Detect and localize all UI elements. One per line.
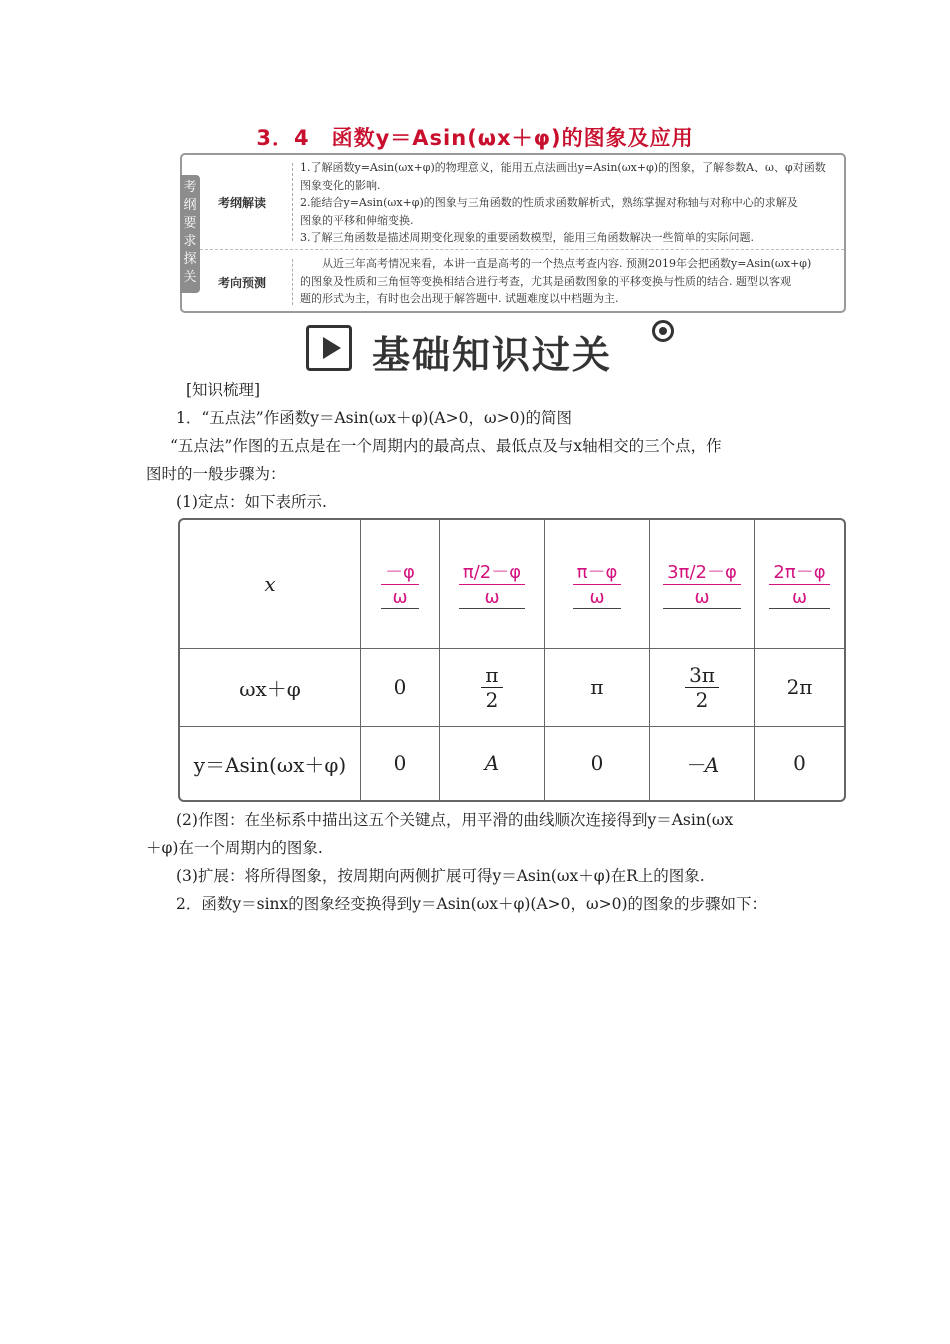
fraction: $\frac{\pi/2-\varphi}{\omega}$	[459, 558, 525, 609]
table-cell	[755, 520, 845, 648]
divider	[292, 259, 293, 305]
text-line: 3.了解三角函数是描述周期变化现象的重要函数模型，能用三角函数解决一些简单的实际问题.	[300, 231, 754, 244]
text-line: 2.能结合y=Asin(ωx+φ)的图象与三角函数的性质求函数解析式，熟练掌握对称轴与对称中心的求解及	[300, 196, 798, 209]
table-cell: 0	[361, 726, 440, 800]
forecast-row	[200, 251, 844, 313]
page-title: 3．4 函数y＝Asin(ωx＋φ)的图象及应用	[256, 126, 694, 150]
text-line: 题的形式为主，有时也会出现于解答题中. 试题难度以中档题为主.	[300, 292, 619, 305]
exam-outline-box	[180, 153, 846, 313]
paragraph: (2)作图：在坐标系中描出这五个关键点，用平滑的曲线顺次连接得到y＝Asin(ωx	[176, 811, 734, 829]
row-header: x	[180, 520, 361, 648]
section-banner	[306, 322, 676, 377]
text-line: 图象变化的影响.	[300, 178, 381, 192]
table-cell: 0	[545, 726, 650, 800]
banner-title: 基础知识过关	[372, 333, 613, 377]
fraction: $\frac{3\pi}{2}$	[685, 663, 719, 712]
table-cell: A	[440, 726, 545, 800]
target-icon	[652, 320, 674, 342]
paragraph: 1．“五点法”作函数y＝Asin(ωx＋φ)(A>0，ω>0)的简图	[176, 409, 573, 427]
outline-text	[300, 159, 836, 247]
text-line: 图象的平移和伸缩变换.	[300, 213, 414, 227]
paragraph: (1)定点：如下表所示.	[176, 493, 327, 511]
row-header: ωx＋φ	[180, 648, 361, 726]
forecast-text	[300, 255, 836, 308]
divider	[292, 163, 293, 241]
outline-label: 考纲解读	[217, 195, 266, 210]
outline-row	[200, 155, 844, 250]
row-header: y＝Asin(ωx＋φ)	[180, 726, 361, 800]
five-point-table	[178, 518, 846, 802]
side-tab	[180, 175, 200, 293]
paragraph: (3)扩展：将所得图象，按周期向两侧扩展可得y＝Asin(ωx＋φ)在R上的图象.	[176, 867, 705, 885]
table-cell: 0	[755, 726, 845, 800]
table-cell	[650, 520, 755, 648]
paragraph: “五点法”作图的五点是在一个周期内的最高点、最低点及与x轴相交的三个点，作	[170, 437, 722, 455]
paragraph: ＋φ)在一个周期内的图象.	[146, 839, 323, 857]
table-cell	[361, 520, 440, 648]
text-line: 的图象及性质和三角恒等变换相结合进行考查，尤其是函数图象的平移变换与性质的结合. 题型以客观	[300, 274, 791, 288]
fraction: $\frac{3\pi/2-\varphi}{\omega}$	[663, 558, 741, 609]
table-cell	[440, 648, 545, 726]
fraction: $\frac{2\pi-\varphi}{\omega}$	[769, 558, 829, 609]
side-tab-label: 考纲要求探关	[183, 180, 197, 285]
play-icon	[306, 325, 352, 371]
table-cell: －A	[650, 726, 755, 800]
table-cell	[440, 520, 545, 648]
fraction: $\frac{\pi}{2}$	[481, 663, 502, 712]
fraction: $\frac{-\varphi}{\omega}$	[381, 558, 419, 609]
section-heading: [知识梳理]	[186, 381, 261, 399]
table-cell	[650, 648, 755, 726]
paragraph: 2．函数y＝sinx的图象经变换得到y＝Asin(ωx＋φ)(A>0，ω>0)的图象的步骤如下：	[176, 895, 768, 913]
table-cell: π	[545, 648, 650, 726]
text-line: 从近三年高考情况来看，本讲一直是高考的一个热点考查内容. 预测2019年会把函数y=Asin(ωx+φ)	[300, 257, 812, 270]
table-cell	[545, 520, 650, 648]
forecast-label: 考向预测	[217, 275, 266, 290]
table-cell: 2π	[755, 648, 845, 726]
fraction: $\frac{\pi-\varphi}{\omega}$	[573, 558, 622, 609]
table-cell: 0	[361, 648, 440, 726]
text-line: 1.了解函数y=Asin(ωx+φ)的物理意义，能用五点法画出y=Asin(ωx+φ)的图象，了解参数A、ω、φ对函数	[300, 161, 826, 174]
paragraph: 图时的一般步骤为：	[146, 465, 286, 483]
